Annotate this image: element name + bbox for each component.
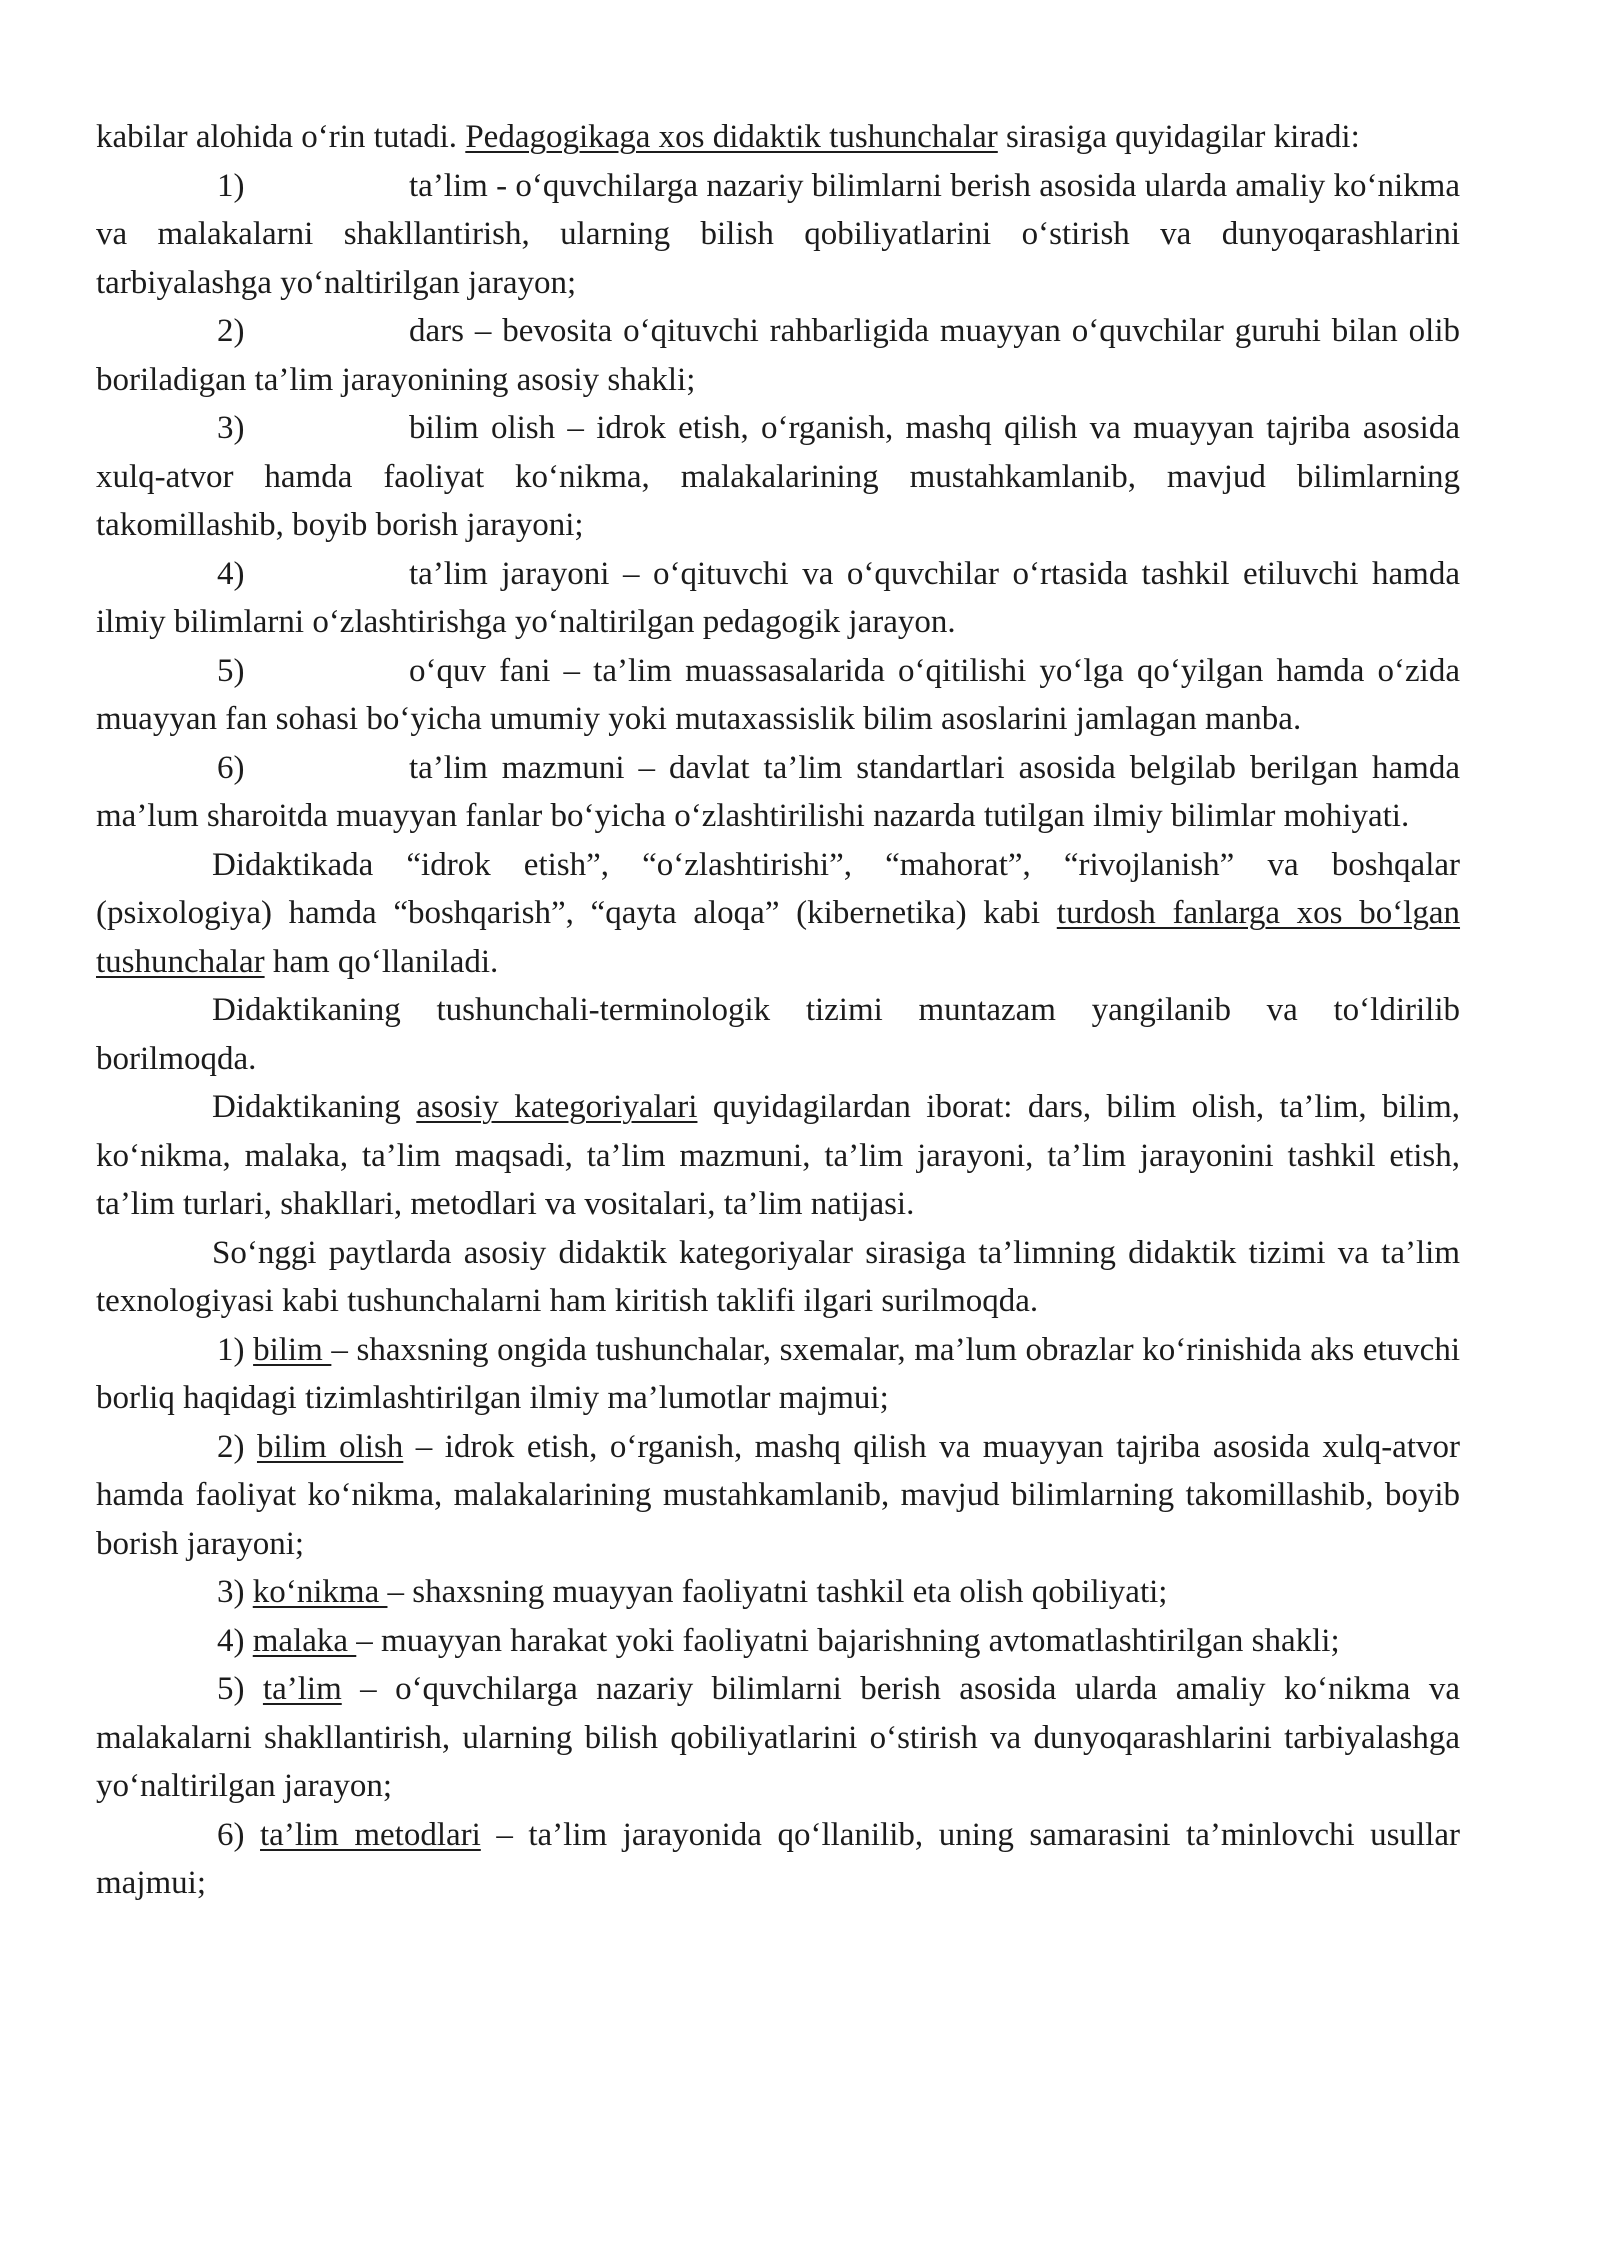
definition-text: – shaxsning muayyan faoliyatni tashkil eta olish qobiliyati; [387, 1574, 1168, 1610]
paragraph-recent-proposals: So‘nggi paytlarda asosiy didaktik kategoriyalar sirasiga ta’limning didaktik tizimi va ta’lim texnologiyasi kabi tushunchalarni ham kiritish taklifi ilgari surilmoqda. [96, 1234, 1460, 1319]
paragraph-main-categories [96, 1083, 1460, 1229]
underlined-term-related-concepts: turdosh fanlarga xos bo‘lgan tushunchalar [96, 895, 1461, 980]
definition-term: ta’lim metodlari [260, 1816, 481, 1853]
definition-item-4 [96, 1617, 1460, 1666]
definition-text: – idrok etish, o‘rganish, mashq qilish va muayyan tajriba asosida xulq-atvor hamda faoliyat ko‘nikma, malakalarining mustahkamlanib, mavjud bilimlarning takomillashib, boyib borish jarayoni; [96, 1428, 1460, 1562]
underlined-term-pedagogy-concepts: Pedagogikaga xos didaktik tushunchalar [465, 119, 998, 155]
definition-text: – muayyan harakat yoki faoliyatni bajarishning avtomatlashtirilgan shakli; [356, 1622, 1340, 1659]
paragraph-text: quyidagilardan iborat: dars, bilim olish, ta’lim, bilim, ko‘nikma, malaka, ta’lim maqsadi, ta’lim mazmuni, ta’lim jarayoni, ta’lim jarayonini tashkil etish, ta’lim turlari, shakllari, metodlari va vositalari, ta’lim natijasi. [96, 1089, 1460, 1222]
item-number: 6) [217, 749, 245, 786]
paragraph-text: ham qo‘llaniladi. [264, 943, 499, 980]
definition-term: bilim [253, 1331, 332, 1368]
underlined-term-main-categories: asosiy kategoriyalari [416, 1089, 698, 1125]
definition-item-1 [96, 1326, 1460, 1423]
definition-term: malaka [252, 1622, 357, 1659]
definition-item-2 [96, 1423, 1460, 1569]
definition-number: 3) [217, 1574, 253, 1610]
intro-paragraph [96, 113, 1460, 162]
intro-text-end: sirasiga quyidagilar kiradi: [997, 119, 1360, 155]
definition-number: 4) [217, 1622, 253, 1659]
intro-text-start: kabilar alohida o‘rin tutadi. [96, 119, 466, 155]
item-number: 3) [217, 410, 245, 446]
numbered-term-2 [96, 307, 1460, 404]
item-number: 1) [217, 167, 245, 204]
definition-number: 5) [217, 1671, 263, 1707]
paragraph-didaktika-terms [96, 841, 1460, 987]
item-number: 4) [217, 555, 245, 592]
item-text: o‘quv fani – ta’lim muassasalarida o‘qitilishi yo‘lga qo‘yilgan hamda o‘zida muayyan fan sohasi bo‘yicha umumiy yoki mutaxassislik bilim asoslarini jamlagan manba. [96, 652, 1460, 737]
item-number: 2) [217, 313, 245, 349]
numbered-term-3 [96, 404, 1460, 550]
paragraph-text: Didaktikaning [212, 1089, 417, 1125]
paragraph-terminology-system: Didaktikaning tushunchali-terminologik tizimi muntazam yangilanib va to‘ldirilib borilmoqda. [96, 992, 1460, 1077]
definition-term: ta’lim [262, 1671, 342, 1707]
numbered-term-1 [96, 162, 1460, 308]
definition-text: – o‘quvchilarga nazariy bilimlarni berish asosida ularda amaliy ko‘nikma va malakalarni shakllantirish, ularning bilish qobiliyatlarini o‘stirish va dunyoqarashlarini tarbiyalashga yo‘naltirilgan jarayon; [96, 1671, 1460, 1804]
definition-item-5 [96, 1665, 1460, 1811]
item-text: ta’lim mazmuni – davlat ta’lim standartlari asosida belgilab berilgan hamda ma’lum sharoitda muayyan fanlar bo‘yicha o‘zlashtirilishi nazarda tutilgan ilmiy bilimlar mohiyati. [96, 749, 1460, 834]
item-text: ta’lim jarayoni – o‘qituvchi va o‘quvchilar o‘rtasida tashkil etiluvchi hamda ilmiy bilimlarni o‘zlashtirishga yo‘naltirilgan pedagogik jarayon. [96, 555, 1460, 640]
document-page [96, 113, 1460, 1908]
item-text: ta’lim - o‘quvchilarga nazariy bilimlarni berish asosida ularda amaliy ko‘nikma va malakalarni shakllantirish, ularning bilish qobiliyatlarini o‘stirish va dunyoqarashlarini tarbiyalashga yo‘naltirilgan jarayon; [96, 167, 1460, 301]
paragraph-text: Didaktikada “idrok etish”, “o‘zlashtirishi”, “mahorat”, “rivojlanish” va boshqalar (psixologiya) hamda “boshqarish”, “qayta aloqa” (kibernetika) kabi [96, 846, 1460, 931]
item-text: dars – bevosita o‘qituvchi rahbarligida muayyan o‘quvchilar guruhi bilan olib boriladigan ta’lim jarayonining asosiy shakli; [96, 313, 1460, 398]
numbered-term-6 [96, 744, 1460, 841]
definition-item-3 [96, 1568, 1460, 1617]
definition-number: 1) [217, 1331, 254, 1368]
numbered-term-5 [96, 647, 1460, 744]
item-number: 5) [217, 652, 245, 689]
definition-text: – shaxsning ongida tushunchalar, sxemalar, ma’lum obrazlar ko‘rinishida aks etuvchi borliq haqidagi tizimlashtirilgan ilmiy ma’lumotlar majmui; [96, 1331, 1460, 1416]
definition-text: – ta’lim jarayonida qo‘llanilib, uning samarasini ta’minlovchi usullar majmui; [96, 1816, 1460, 1901]
definition-term: bilim olish [256, 1428, 404, 1465]
definition-number: 6) [217, 1816, 261, 1853]
numbered-term-4 [96, 550, 1460, 647]
definition-term: ko‘nikma [252, 1574, 388, 1610]
definition-number: 2) [217, 1428, 257, 1465]
item-text: bilim olish – idrok etish, o‘rganish, mashq qilish va muayyan tajriba asosida xulq-atvor hamda faoliyat ko‘nikma, malakalarining mustahkamlanib, mavjud bilimlarning takomillashib, boyib borish jarayoni; [96, 410, 1460, 543]
definition-item-6 [96, 1811, 1460, 1908]
